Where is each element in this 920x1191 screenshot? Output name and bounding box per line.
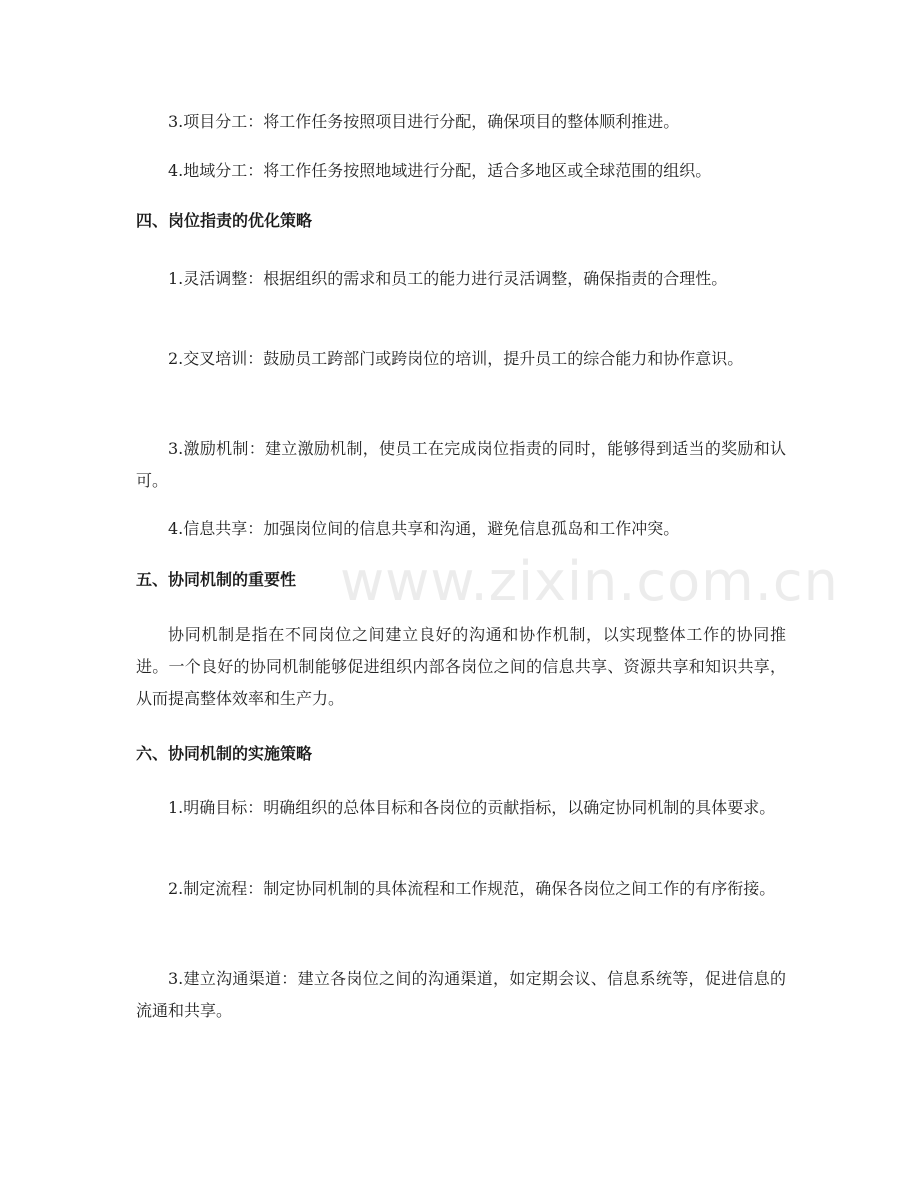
section-heading-6: 六、协同机制的实施策略	[136, 744, 313, 763]
paragraph-communication-channels: 3.建立沟通渠道：建立各岗位之间的沟通渠道，如定期会议、信息系统等，促进信息的流通和共享。	[136, 969, 786, 1020]
paragraph-incentive-mechanism: 3.激励机制：建立激励机制，使员工在完成岗位指责的同时，能够得到适当的奖励和认可。	[136, 439, 786, 490]
paragraph-define-process: 2.制定流程：制定协同机制的具体流程和工作规范，确保各岗位之间工作的有序衔接。	[168, 879, 776, 898]
watermark-text: www.zixin.com.cn	[340, 550, 839, 613]
paragraph-flexible-adjustment: 1.灵活调整：根据组织的需求和员工的能力进行灵活调整，确保指责的合理性。	[168, 269, 728, 288]
paragraph-project-division: 3.项目分工：将工作任务按照项目进行分配，确保项目的整体顺利推进。	[168, 112, 680, 131]
paragraph-region-division: 4.地域分工：将工作任务按照地域进行分配，适合多地区或全球范围的组织。	[168, 161, 712, 180]
paragraph-cross-training: 2.交叉培训：鼓励员工跨部门或跨岗位的培训，提升员工的综合能力和协作意识。	[168, 349, 744, 368]
paragraph-clear-goals: 1.明确目标：明确组织的总体目标和各岗位的贡献指标，以确定协同机制的具体要求。	[168, 798, 776, 817]
paragraph-information-sharing: 4.信息共享：加强岗位间的信息共享和沟通，避免信息孤岛和工作冲突。	[168, 519, 680, 538]
paragraph-collaboration-importance: 协同机制是指在不同岗位之间建立良好的沟通和协作机制，以实现整体工作的协同推进。一个良好的协同机制能够促进组织内部各岗位之间的信息共享、资源共享和知识共享，从而提高整体效率和生产力。	[136, 625, 786, 708]
section-heading-4: 四、岗位指责的优化策略	[136, 211, 313, 230]
section-heading-5: 五、协同机制的重要性	[136, 570, 297, 589]
